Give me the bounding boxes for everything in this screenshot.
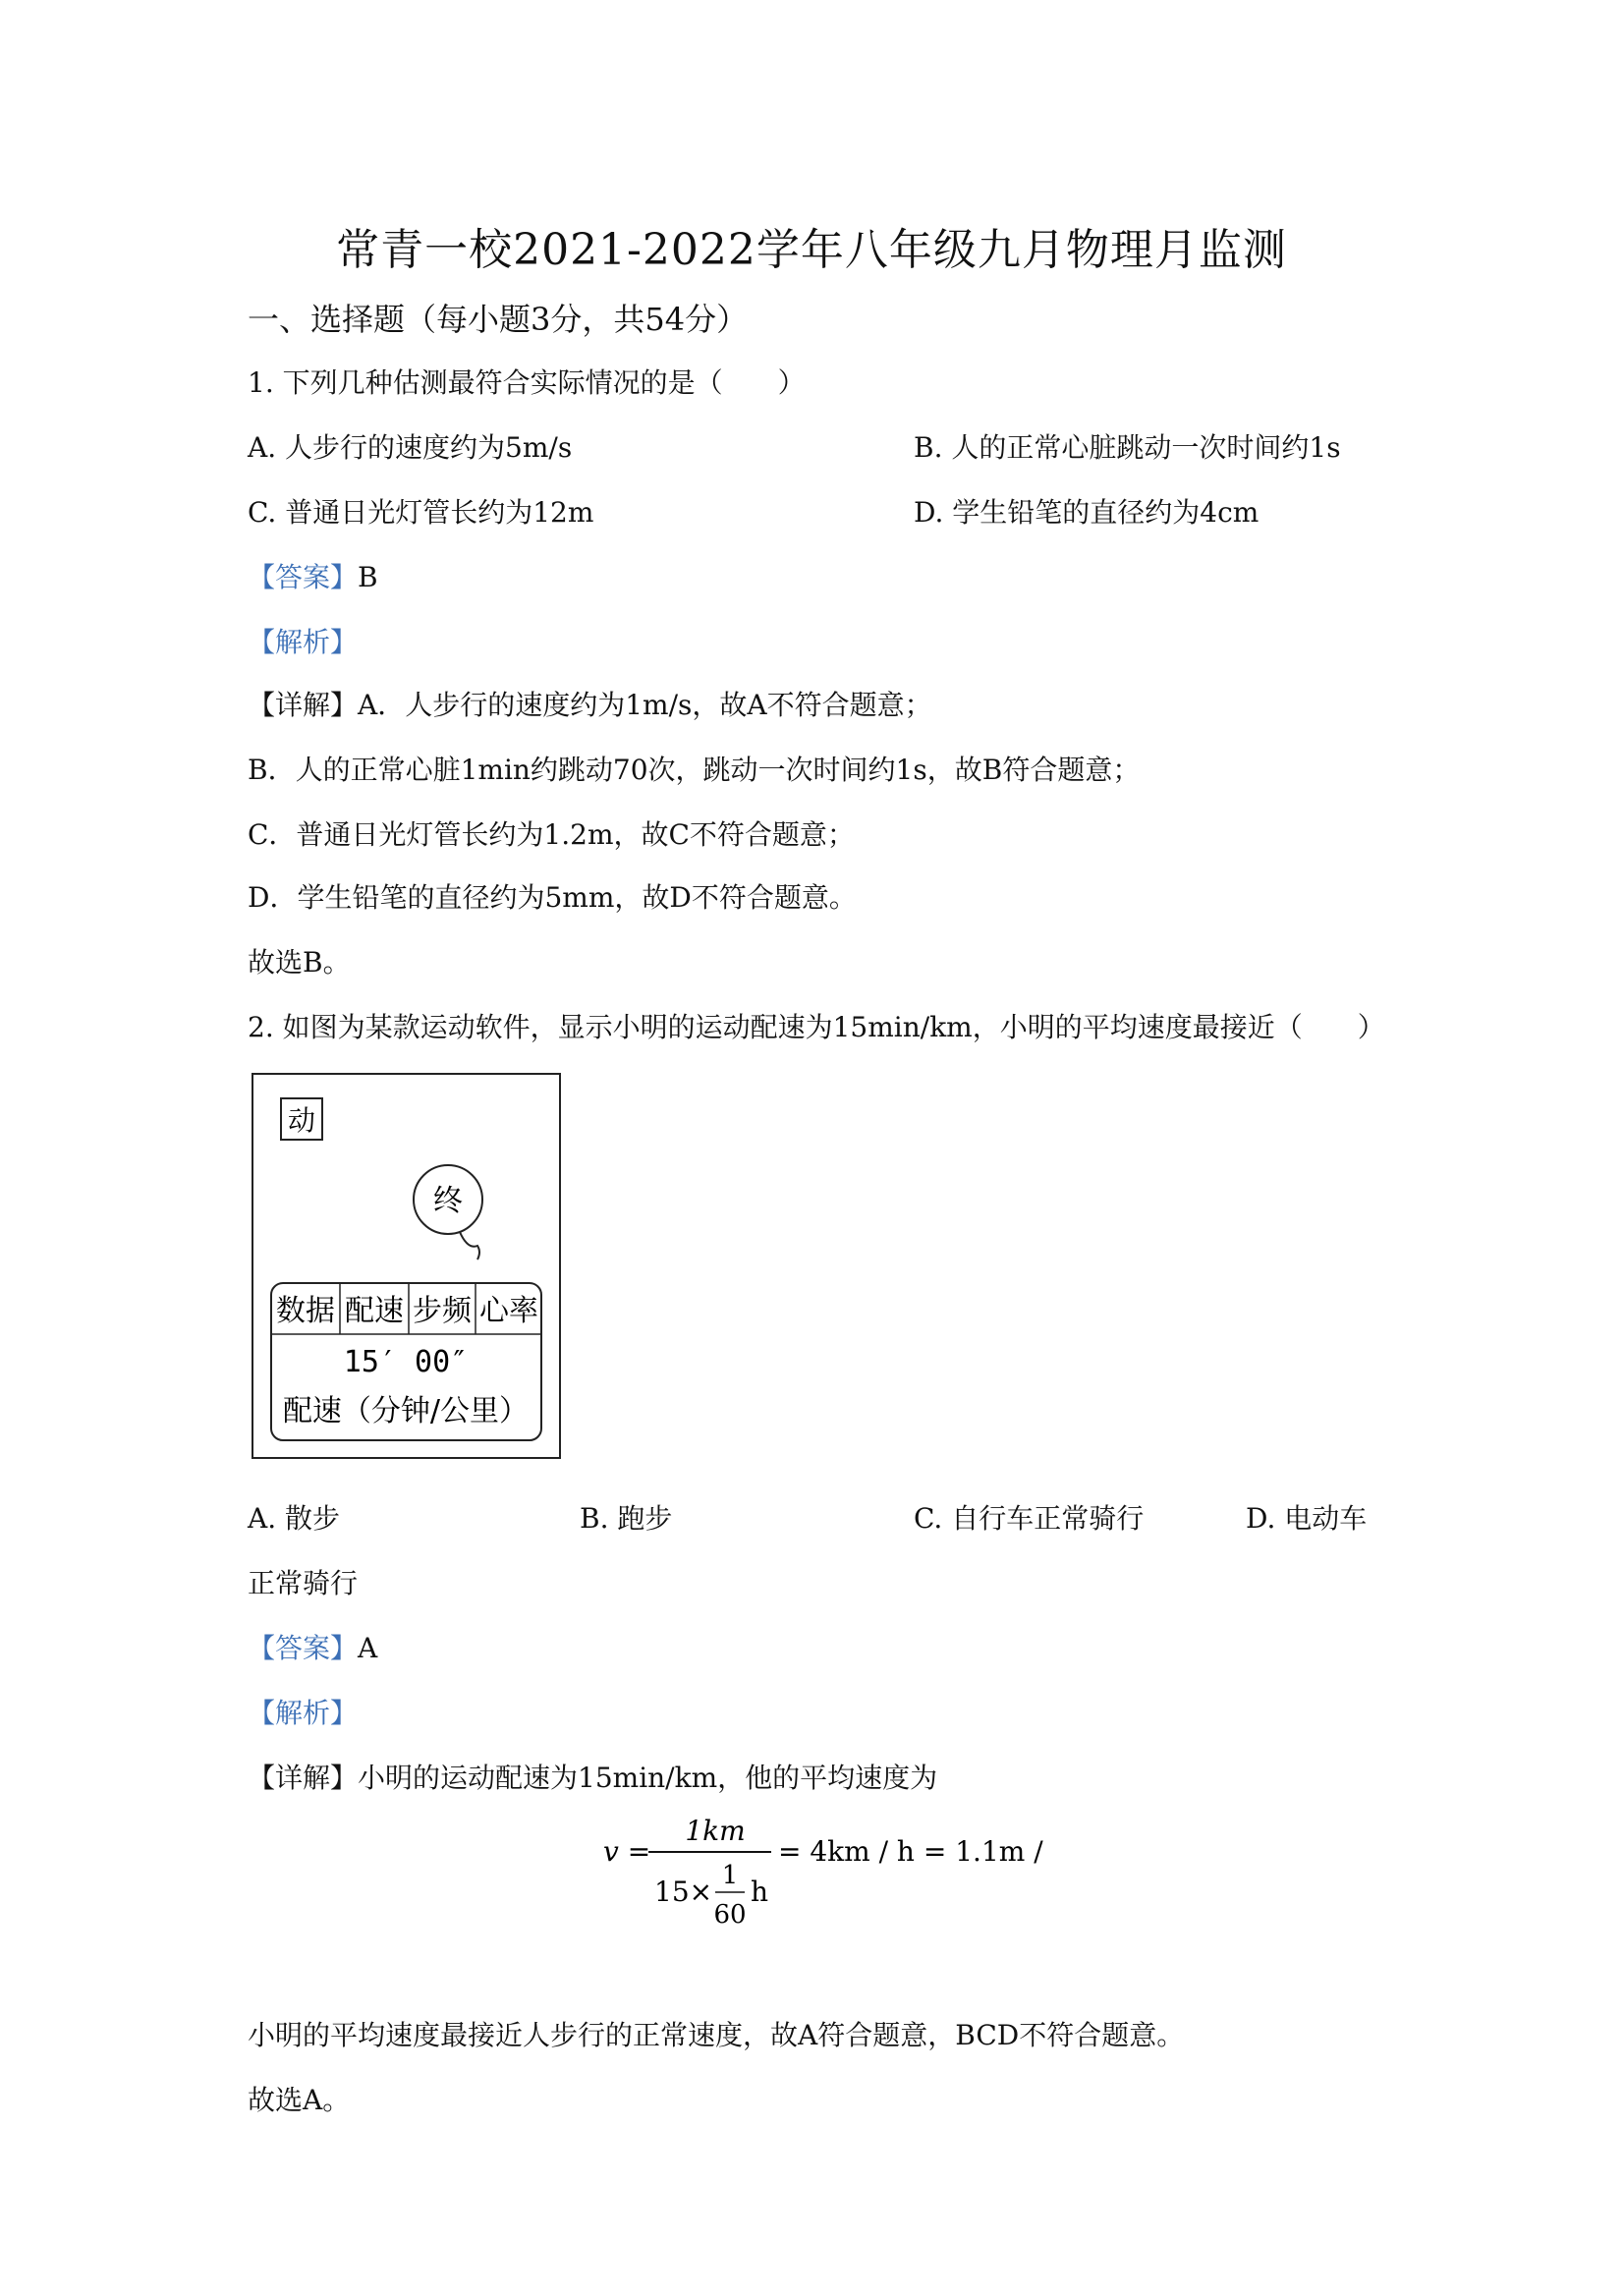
- section-heading: 一、选择题（每小题3分，共54分）: [248, 301, 749, 338]
- q1-option-d: D. 学生铅笔的直径约为4cm: [914, 496, 1259, 529]
- q2-option-a: A. 散步: [248, 1502, 341, 1535]
- formula-numerator: 1km: [685, 1815, 746, 1847]
- answer-value: B: [358, 561, 378, 593]
- answer-tag: 【答案】: [248, 1632, 359, 1664]
- formula-den-frac-num: 1: [721, 1861, 739, 1890]
- q1-option-a: A. 人步行的速度约为5m/s: [248, 431, 573, 464]
- tab-cadence: 步频: [413, 1294, 472, 1328]
- formula-den-frac-den: 60: [713, 1900, 747, 1930]
- formula-den-left: 15×: [654, 1876, 713, 1908]
- q2-stem: 2. 如图为某款运动软件，显示小明的运动配速为15min/km，小明的平均速度最接近（ ）: [248, 1011, 1385, 1043]
- tab-heart-rate: 心率: [479, 1294, 538, 1328]
- page-title: 常青一校2021-2022学年八年级九月物理月监测: [336, 225, 1287, 275]
- q1-stem: 1. 下列几种估测最符合实际情况的是（ ）: [248, 366, 806, 399]
- answer-tag: 【答案】: [248, 561, 359, 593]
- end-marker-text: 终: [433, 1184, 463, 1218]
- q1-analysis-tag: 【解析】: [248, 626, 359, 658]
- detail-text: 小明的运动配速为15min/km，他的平均速度为: [358, 1762, 938, 1794]
- q2-conclusion: 故选A。: [248, 2084, 351, 2116]
- q2-option-c: C. 自行车正常骑行: [914, 1502, 1145, 1535]
- q1-detail-1: [248, 684, 932, 723]
- q2-conclusion-line: 小明的平均速度最接近人步行的正常速度，故A符合题意，BCD不符合题意。: [248, 2019, 1185, 2051]
- q1-answer: [248, 556, 378, 595]
- q1-detail-2: B．人的正常心脏1min约跳动70次，跳动一次时间约1s，故B符合题意；: [248, 754, 1141, 786]
- tab-pace: 配速: [345, 1294, 404, 1328]
- detail-tag: 【详解】: [248, 1762, 359, 1794]
- app-icon-text: 动: [287, 1104, 316, 1137]
- tab-data: 数据: [276, 1294, 335, 1328]
- q1-option-b: B. 人的正常心脏跳动一次时间约1s: [914, 431, 1341, 464]
- q1-detail-3: C．普通日光灯管长约为1.2m，故C不符合题意；: [248, 818, 855, 851]
- pace-value: 15′ 00″: [343, 1345, 469, 1379]
- pace-unit-label: 配速（分钟/公里）: [282, 1394, 530, 1428]
- q2-analysis-tag: 【解析】: [248, 1697, 359, 1729]
- answer-value: A: [358, 1632, 378, 1664]
- detail-line: A．人步行的速度约为1m/s，故A不符合题意；: [358, 689, 932, 721]
- q2-option-d: D. 电动车: [1246, 1502, 1368, 1535]
- end-marker-tail: [460, 1232, 479, 1260]
- formula-rhs: = 4km / h = 1.1m / s: [778, 1835, 1051, 1868]
- detail-tag: 【详解】: [248, 689, 359, 721]
- q1-option-c: C. 普通日光灯管长约为12m: [248, 496, 594, 529]
- q2-option-b: B. 跑步: [580, 1502, 673, 1535]
- q2-answer: [248, 1627, 377, 1666]
- q2-detail: [248, 1757, 937, 1796]
- q1-conclusion: 故选B。: [248, 946, 351, 979]
- formula-lhs: v =: [603, 1835, 651, 1868]
- q1-detail-4: D．学生铅笔的直径约为5mm，故D不符合题意。: [248, 881, 857, 914]
- app-figure: [252, 1073, 561, 1459]
- q2-option-d-cont: 正常骑行: [248, 1567, 359, 1599]
- formula-den-unit: h: [751, 1876, 769, 1908]
- speed-formula: [599, 1803, 1051, 1931]
- app-figure-drawing: [253, 1075, 559, 1457]
- formula-drawing: [599, 1803, 1051, 1931]
